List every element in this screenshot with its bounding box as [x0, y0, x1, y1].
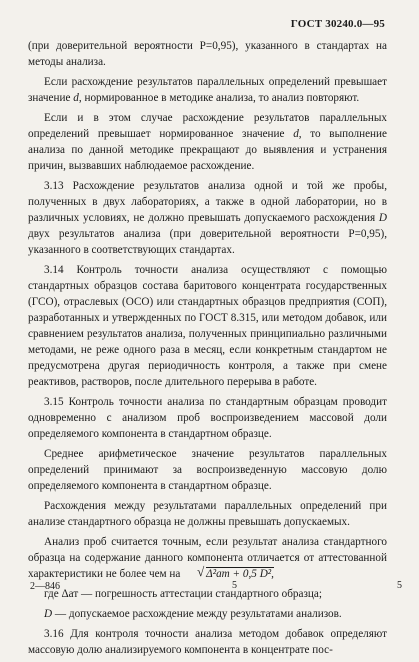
- paragraph-1: (при доверительной вероятности P=0,95), указанного в стандартах на методы анализа.: [28, 40, 387, 68]
- formula-text: Δ²ат + 0,5 D²,: [206, 568, 274, 580]
- paragraph-3-b: , то выполнение анализа по данной методике прекращают до выявления и устранения причин, вызвавших наблюдаемое расхождение.: [28, 128, 387, 172]
- document-body: [28, 38, 387, 662]
- paragraph-accuracy: [28, 534, 387, 582]
- paragraph-3-13-b: двух результатов анализа (при доверительной вероятности P=0,95), указанного в соответствующих стандартах.: [28, 228, 387, 256]
- paragraph-2: [28, 74, 387, 106]
- paragraph-D-def: [28, 606, 387, 622]
- paragraph-3: [28, 110, 387, 174]
- paragraph-2-a: Если расхождение результатов параллельных определений превышает значение: [28, 76, 387, 104]
- paragraph-3-a: Если и в этом случае расхождение результатов параллельных определений превышает нормированное значение: [28, 112, 387, 140]
- paragraph-3-16: 3.16 Для контроля точности анализа методом добавок определяют массовую долю анализируемого компонента в концентрате пос-: [28, 628, 387, 656]
- paragraph-mean: Среднее арифметическое значение результатов параллельных определений принимают за воспроизведенную массовую долю определяемого компонента в стандартном образце.: [28, 448, 387, 492]
- var-D: D: [378, 212, 387, 224]
- paragraph-3-13: [28, 178, 387, 258]
- paragraph-where: где Δат — погрешность аттестации стандартного образца;: [44, 588, 322, 600]
- paragraph-2-b: , нормированное в методике анализа, то анализ повторяют.: [78, 92, 360, 104]
- sqrt-formula: [183, 566, 274, 582]
- var-d-2: d: [293, 128, 299, 140]
- footer-page-number-right: 5: [397, 580, 402, 591]
- paragraph-accuracy-text: Анализ проб считается точным, если результат анализа стандартного образца на содержание данного компонента отличается от аттестованной характеристики не более чем на: [28, 536, 387, 580]
- document-header: ГОСТ 30240.0—95: [290, 18, 385, 30]
- footer-page-number: 5: [232, 580, 237, 591]
- paragraph-D-def-text: — допускаемое расхождение между результатами анализов.: [52, 608, 342, 620]
- paragraph-discrepancy: Расхождения между результатами параллельных определений при анализе стандартного образца не должны превышать допускаемых.: [28, 500, 387, 528]
- footer-print-code: 2—846: [30, 581, 60, 592]
- var-D-2: D: [44, 608, 53, 620]
- paragraph-3-13-a: 3.13 Расхождение результатов анализа одной и той же пробы, полученных в двух лабораториях, а также в одной лаборатории, но в различных условиях, не должно превышать допускаемого расхождения: [28, 180, 387, 224]
- paragraph-3-14: 3.14 Контроль точности анализа осуществляют с помощью стандартных образцов состава баритового концентрата государственных (ГСО), отраслевых (ОСО) или стандартных образцов предприятия (СОП), разработанных и утвержденных по ГОСТ 8.315, или методом добавок, или сравнением результатов анализа, полученных принципиально различными методами, не реже одного раза в месяц, если конкретным стандартом не предусмотрена другая периодичность контроля, а также при смене реактивов, растворов, после длительного перерыва в работе.: [28, 264, 387, 388]
- paragraph-3-15: 3.15 Контроль точности анализа по стандартным образцам проводит одновременно с анализом проб воспроизведением массовой доли определяемого компонента в стандартном образце.: [28, 396, 387, 440]
- var-d: d: [73, 92, 79, 104]
